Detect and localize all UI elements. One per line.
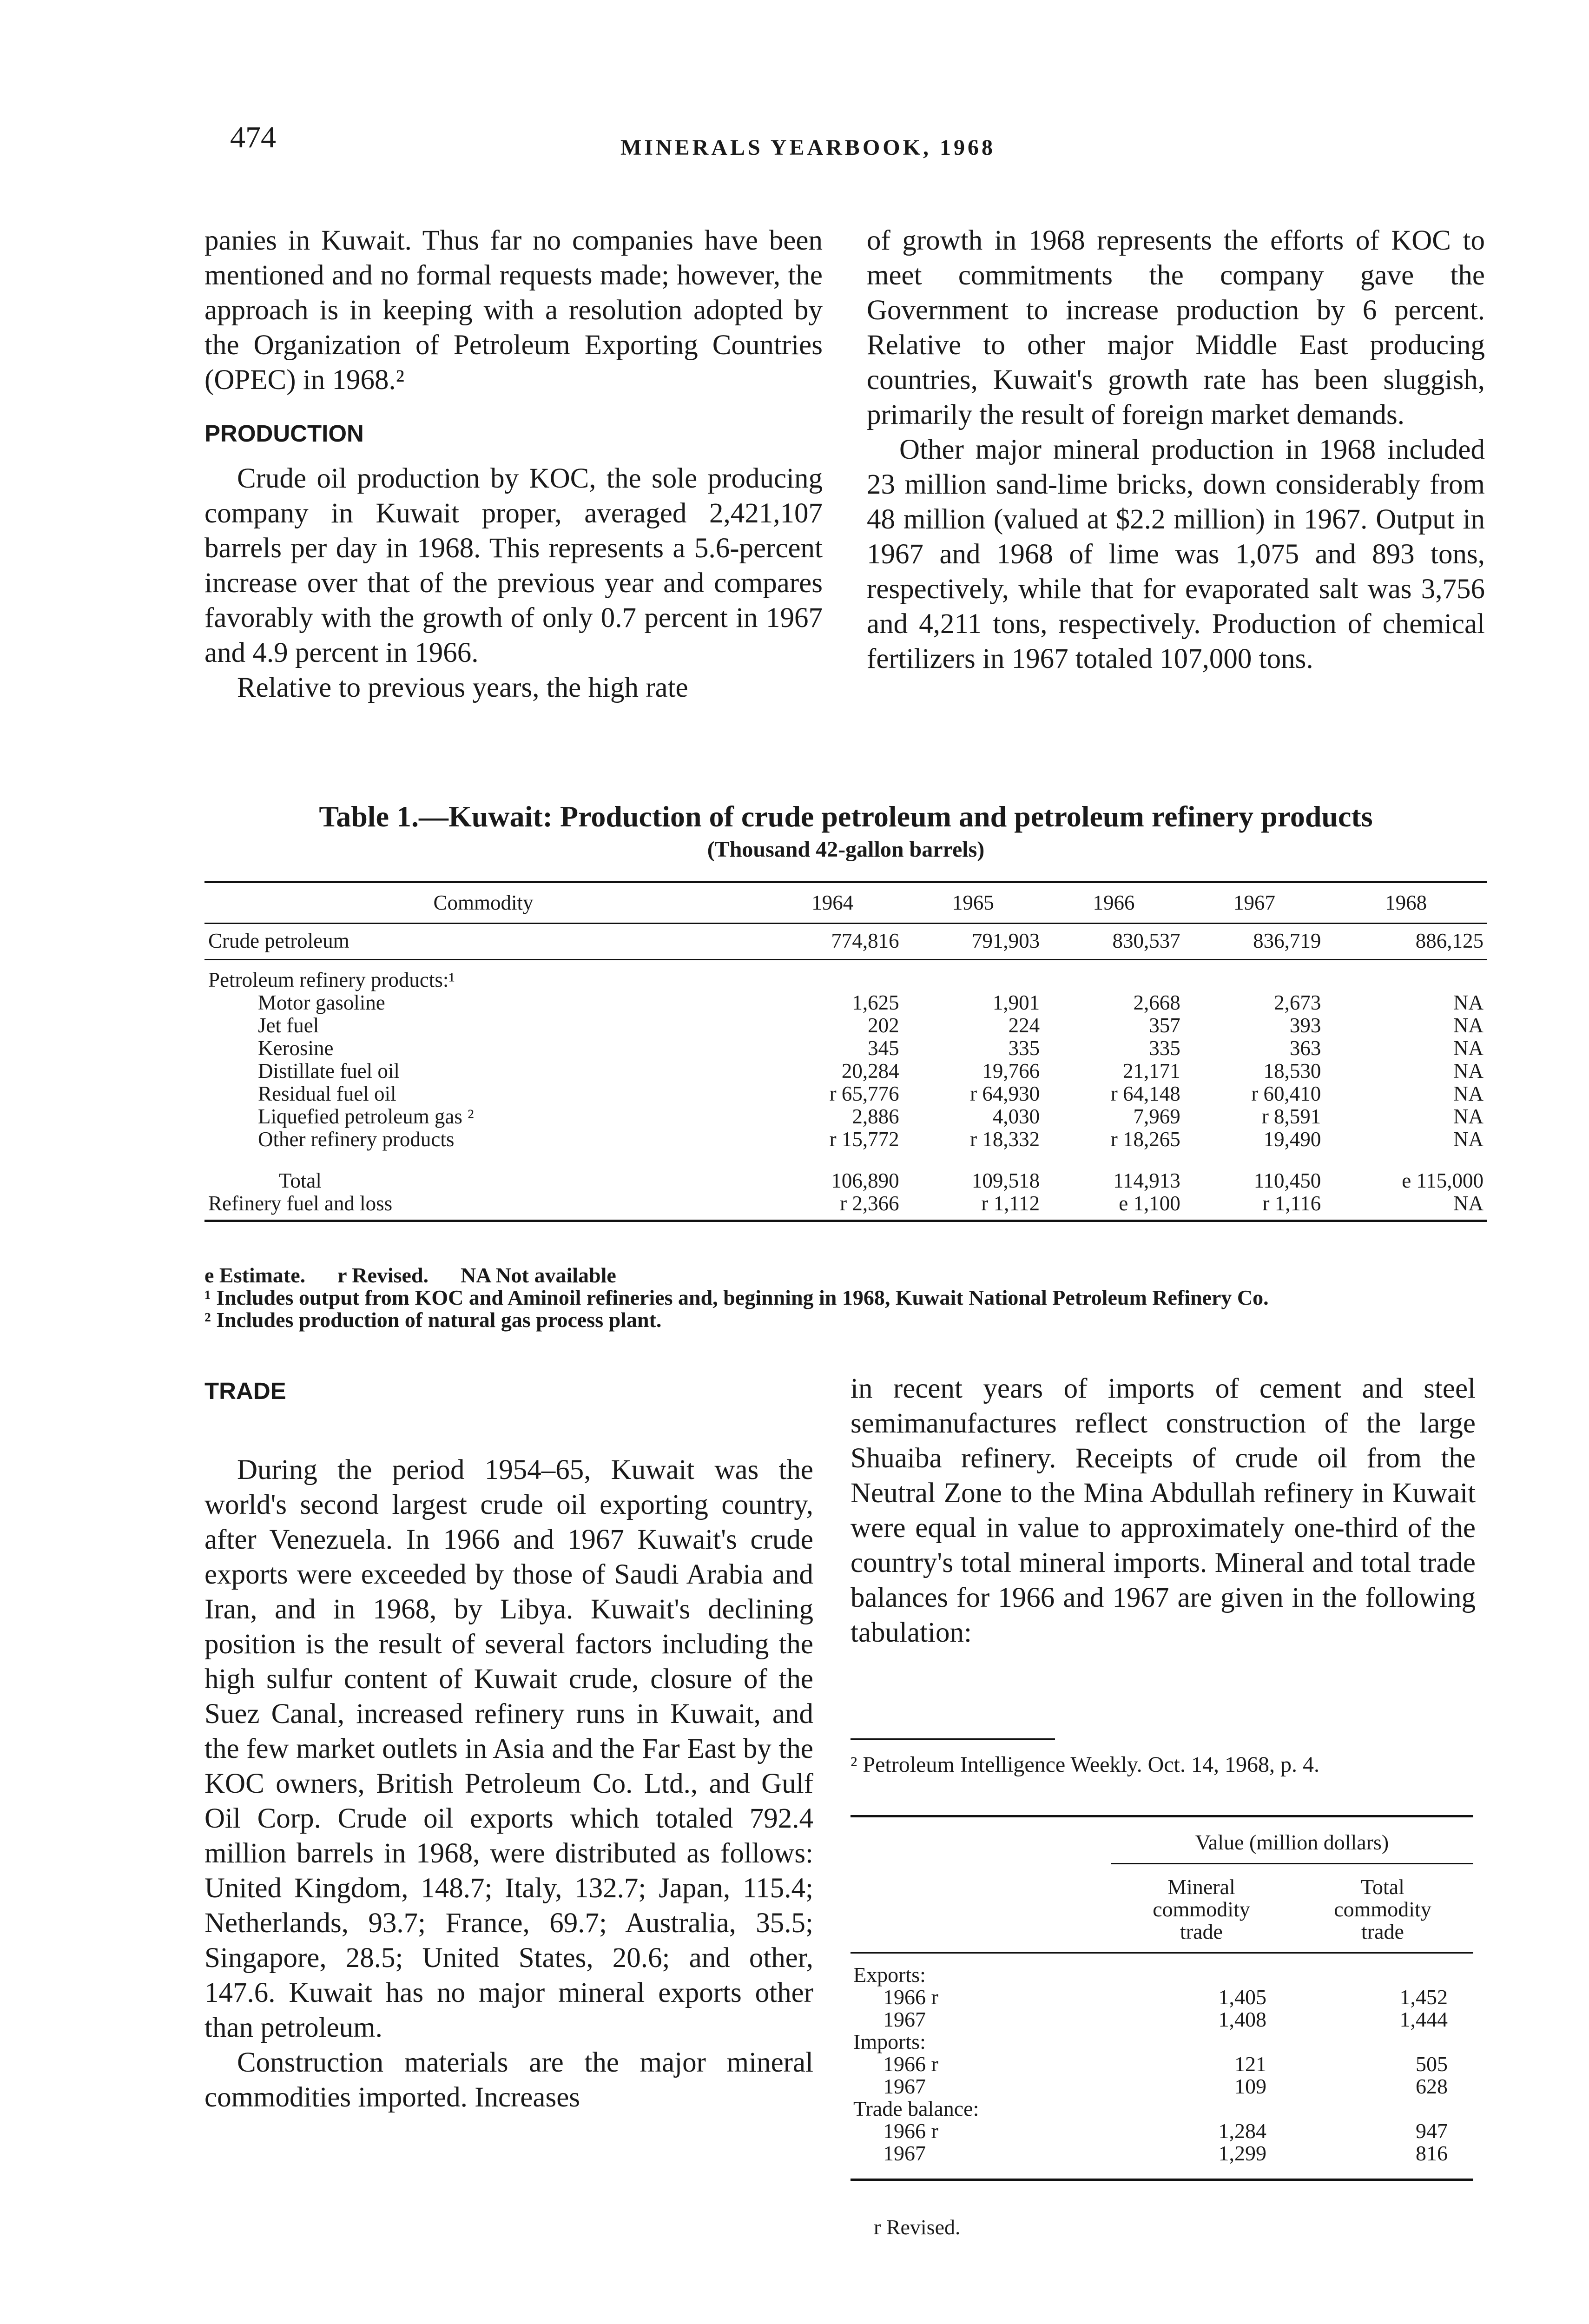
cell: NA: [1453, 1105, 1484, 1128]
row-label: 1966 r: [883, 2119, 938, 2143]
table-note: ² Includes production of natural gas process plant.: [204, 1308, 662, 1332]
col-header-total: Total commodity trade: [1334, 1875, 1431, 1943]
row-label: Residual fuel oil: [258, 1082, 396, 1105]
trade-table: [851, 1815, 1473, 2181]
col-header-mineral: Mineral commodity trade: [1153, 1875, 1250, 1943]
cell: 357: [1149, 1014, 1180, 1037]
paragraph: During the period 1954–65, Kuwait was the world's second largest crude oil exporting country, after Venezuela. In 1966 and 1967 Kuwait's crude exports were exceeded by those of Saudi Arabia and Iran, and in 1968, by Libya. Kuwait's declining position is the result of several factors including the high sulfur content of Kuwait crude, closure of the Suez Canal, increased refinery runs in Kuwait, and the few market outlets in Asia and the Far East by the KOC owners, British Petroleum Co. Ltd., and Gulf Oil Corp. Crude oil exports which totaled 792.4 million barrels in 1968, were distributed as follows: United Kingdom, 148.7; Italy, 132.7; Japan, 115.4; Netherlands, 93.7; France, 69.7; Australia, 35.5; Singapore, 28.5; United States, 20.6; and other, 147.6. Kuwait has no major mineral exports other than petroleum.: [204, 1454, 813, 2043]
cell: 18,530: [1263, 1059, 1321, 1083]
cell: r 8,591: [1261, 1105, 1321, 1128]
cell: 947: [1416, 2119, 1448, 2143]
cell: r 64,930: [970, 1082, 1040, 1105]
col-header: 1964: [762, 882, 903, 924]
row-label: Other refinery products: [258, 1128, 455, 1151]
table-row: [204, 1060, 1487, 1083]
cell: 109,518: [971, 1169, 1040, 1192]
footnote-rule: [851, 1738, 1055, 1740]
cell: 1,284: [1218, 2119, 1266, 2143]
table-row: [851, 2142, 1473, 2180]
paragraph: in recent years of imports of cement and steel semimanufactures reflect construction of the large Shuaiba refinery. Receipts of crude oil from the Neutral Zone to the Mina Abdullah refinery in Kuwait were equal in value to approximately one-third of the country's total mineral imports. Mineral and total trade balances for 1966 and 1967 are given in the following tabulation:: [851, 1373, 1476, 1648]
cell: NA: [1453, 1037, 1484, 1060]
cell: 1,901: [992, 991, 1040, 1014]
table1-header-row: [204, 882, 1487, 924]
paragraph: of growth in 1968 represents the efforts of KOC to meet commitments the company gave the Government to increase production by 6 percent. Relative to other major Middle East producing countries, Kuwait's growth rate has been sluggish, primarily the result of foreign market demands.: [867, 225, 1485, 430]
row-label: Crude petroleum: [204, 924, 762, 960]
cell: 830,537: [1043, 924, 1184, 960]
table-note: ¹ Includes output from KOC and Aminoil refineries and, beginning in 1968, Kuwait National Petroleum Refinery Co.: [204, 1286, 1269, 1309]
cell: 4,030: [992, 1105, 1040, 1128]
cell: 505: [1416, 2052, 1448, 2076]
table-row: [851, 2008, 1473, 2031]
cell: 224: [1008, 1014, 1040, 1037]
cell: r 15,772: [829, 1128, 899, 1151]
cell: 345: [868, 1037, 899, 1060]
group-label: Petroleum refinery products:¹: [208, 968, 455, 991]
cell: r 65,776: [829, 1082, 899, 1105]
cell: 791,903: [903, 924, 1044, 960]
table1: [204, 881, 1487, 1222]
table-row-total: [204, 1151, 1487, 1192]
cell: NA: [1453, 1192, 1484, 1215]
col-header: Commodity: [204, 882, 762, 924]
cell: 109: [1234, 2074, 1266, 2098]
cell: r 18,332: [970, 1128, 1040, 1151]
cell: 106,890: [831, 1169, 899, 1192]
cell: 110,450: [1253, 1169, 1321, 1192]
cell: r 1,112: [981, 1192, 1040, 1215]
table-row: [204, 991, 1487, 1014]
row-label: Refinery fuel and loss: [208, 1192, 393, 1215]
cell: 2,668: [1133, 991, 1180, 1014]
column-right-bottom: [851, 1371, 1476, 1650]
cell: 1,405: [1218, 1985, 1266, 2009]
cell: 335: [1008, 1037, 1040, 1060]
cell: 19,766: [982, 1059, 1040, 1083]
col-header: 1967: [1184, 882, 1325, 924]
col-header: 1968: [1325, 882, 1487, 924]
paragraph: Relative to previous years, the high rate: [237, 672, 688, 703]
cell: 1,625: [852, 991, 899, 1014]
cell: 7,969: [1133, 1105, 1180, 1128]
cell: r 1,116: [1262, 1192, 1321, 1215]
column-left-bottom: [204, 1373, 813, 2115]
cell: NA: [1453, 1082, 1484, 1105]
group-label: Trade balance:: [853, 2097, 979, 2120]
running-head: MINERALS YEARBOOK, 1968: [620, 135, 996, 160]
cell: 202: [868, 1014, 899, 1037]
row-label: Jet fuel: [258, 1014, 319, 1037]
table1-subcaption: (Thousand 42-gallon barrels): [707, 837, 985, 862]
cell: 1,444: [1399, 2007, 1448, 2031]
table1-notes: [204, 1264, 1487, 1331]
production-heading: PRODUCTION: [204, 420, 364, 447]
column-right-top: [867, 223, 1485, 676]
column-left-top: [204, 223, 823, 705]
cell: 816: [1416, 2141, 1448, 2165]
paragraph: panies in Kuwait. Thus far no companies have been mentioned and no formal requests made; however, the approach is in keeping with a resolution adopted by the Organization of Petroleum Exporting Countries (OPEC) in 1968.²: [204, 225, 823, 396]
cell: 393: [1289, 1014, 1321, 1037]
paragraph: Other major mineral production in 1968 included 23 million sand-lime bricks, down considerably from 48 million (valued at $2.2 million) in 1967. Output in 1967 and 1968 of lime was 1,075 and 893 tons, respectively, while that for evaporated salt was 3,756 and 4,211 tons, respectively. Production of chemical fertilizers in 1967 totaled 107,000 tons.: [867, 434, 1485, 674]
cell: NA: [1453, 991, 1484, 1014]
cell: r 2,366: [840, 1192, 899, 1215]
row-label: Motor gasoline: [258, 991, 385, 1014]
row-label: Distillate fuel oil: [258, 1059, 400, 1083]
col-header: 1965: [903, 882, 1044, 924]
row-label: 1966 r: [883, 1985, 938, 2009]
cell: NA: [1453, 1014, 1484, 1037]
cell: 2,886: [852, 1105, 899, 1128]
cell: 335: [1149, 1037, 1180, 1060]
revised-note: r Revised.: [874, 2215, 961, 2239]
table-row: [204, 1105, 1487, 1128]
cell: r 60,410: [1251, 1082, 1321, 1105]
group-label: Imports:: [853, 2030, 926, 2053]
cell: 21,171: [1122, 1059, 1180, 1083]
table-group-row: [204, 960, 1487, 992]
table-row: [204, 1014, 1487, 1037]
col-header: 1966: [1043, 882, 1184, 924]
value-header: Value (million dollars): [1111, 1816, 1473, 1864]
cell: 20,284: [841, 1059, 899, 1083]
cell: e 115,000: [1402, 1169, 1484, 1192]
paragraph: Crude oil production by KOC, the sole producing company in Kuwait proper, averaged 2,421,107 barrels per day in 1968. This represents a 5.6-percent increase over that of the previous year and compares favorably with the growth of only 0.7 percent in 1967 and 4.9 percent in 1966.: [204, 463, 823, 668]
cell: 1,452: [1399, 1985, 1448, 2009]
row-label: 1967: [883, 2074, 926, 2098]
cell: 1,299: [1218, 2141, 1266, 2165]
cell: 1,408: [1218, 2007, 1266, 2031]
row-label: 1967: [883, 2141, 926, 2165]
cell: r 18,265: [1110, 1128, 1180, 1151]
cell: 363: [1289, 1037, 1321, 1060]
row-label: 1966 r: [883, 2052, 938, 2076]
paragraph: Construction materials are the major mineral commodities imported. Increases: [204, 2047, 813, 2113]
group-label: Exports:: [853, 1963, 926, 1987]
table-row: [204, 924, 1487, 960]
cell: 114,913: [1113, 1169, 1180, 1192]
cell: 886,125: [1325, 924, 1487, 960]
table-row: [204, 1128, 1487, 1151]
table-row: [851, 1986, 1473, 2008]
row-label: Total: [279, 1169, 322, 1192]
page-number: 474: [230, 120, 276, 154]
table1-caption: Table 1.—Kuwait: Production of crude petroleum and petroleum refinery products: [319, 800, 1373, 833]
cell: 121: [1234, 2052, 1266, 2076]
cell: 2,673: [1274, 991, 1321, 1014]
footnote: ² Petroleum Intelligence Weekly. Oct. 14, 1968, p. 4.: [851, 1752, 1319, 1777]
cell: r 64,148: [1110, 1082, 1180, 1105]
table-row: [204, 1037, 1487, 1060]
cell: 836,719: [1184, 924, 1325, 960]
table-row: [204, 1083, 1487, 1105]
table-row: [851, 2120, 1473, 2142]
cell: e 1,100: [1119, 1192, 1180, 1215]
row-label: Liquefied petroleum gas ²: [258, 1105, 474, 1128]
row-label: Kerosine: [258, 1037, 334, 1060]
cell: 19,490: [1263, 1128, 1321, 1151]
cell: NA: [1453, 1059, 1484, 1083]
table-row: [851, 2075, 1473, 2098]
trade-heading: TRADE: [204, 1378, 286, 1404]
table-legend: e Estimate. r Revised. NA Not available: [204, 1263, 616, 1287]
row-label: 1967: [883, 2007, 926, 2031]
table-row: [204, 1192, 1487, 1221]
cell: 628: [1416, 2074, 1448, 2098]
cell: 774,816: [762, 924, 903, 960]
cell: NA: [1453, 1128, 1484, 1151]
table-row: [851, 2053, 1473, 2075]
